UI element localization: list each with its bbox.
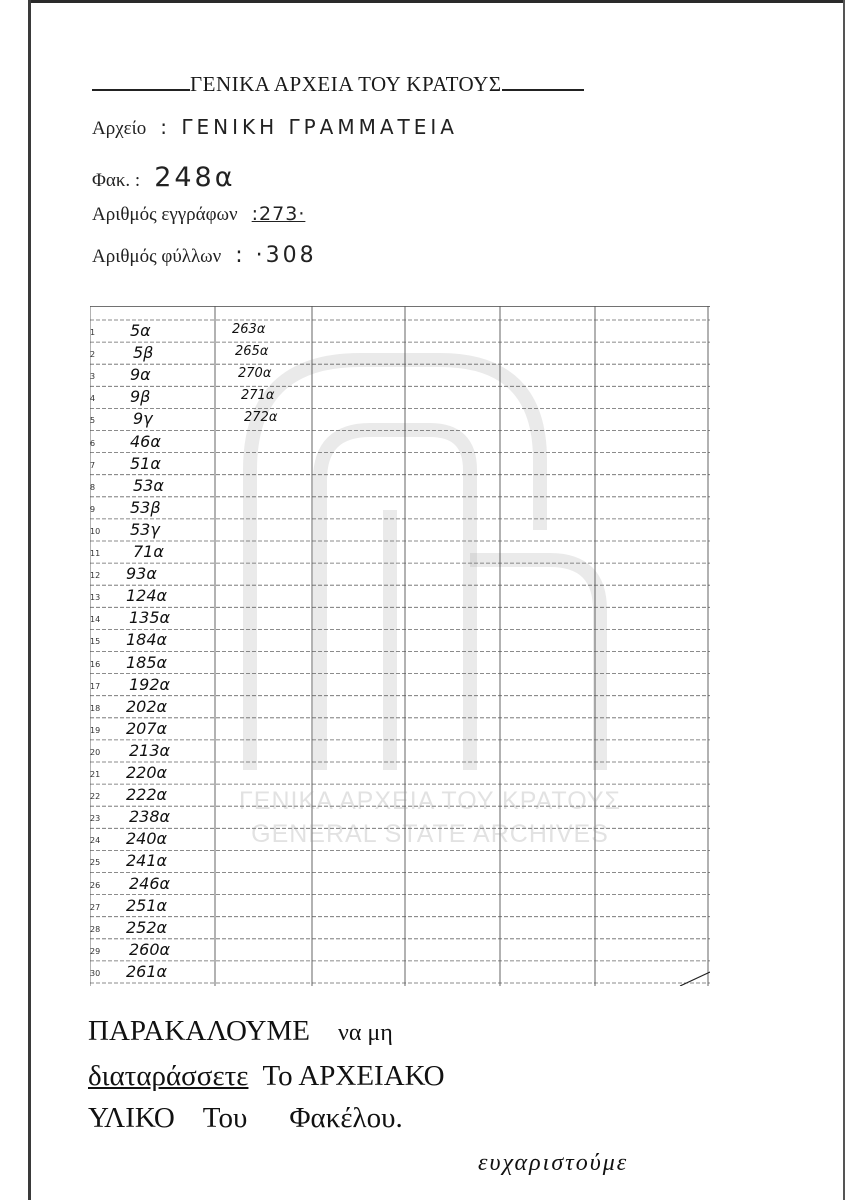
notice-text: Του — [202, 1102, 248, 1134]
ledger-entry: 265α — [235, 344, 269, 360]
ledger-entry: 213α — [129, 740, 171, 760]
row-number: 22 — [90, 792, 101, 802]
watermark-greek: ΓΕΝΙΚΑ ΑΡΧΕΙΑ ΤΟΥ ΚΡΑΤΟΥΣ — [239, 787, 621, 815]
row-number: 5 — [90, 416, 96, 426]
notice-text: να μη — [338, 1020, 393, 1046]
row-number: 23 — [90, 814, 101, 824]
row-number: 12 — [90, 571, 101, 581]
ledger-entry: 202α — [126, 696, 168, 716]
ledger-entry: 124α — [126, 586, 168, 606]
row-number: 11 — [90, 549, 101, 558]
notice-text: ΥΛΙΚΟ — [88, 1102, 175, 1134]
ledger-entry: 53β — [130, 497, 161, 517]
row-number: 2 — [90, 350, 96, 360]
ledger-table — [90, 306, 710, 986]
ledger-entry: 192α — [129, 674, 171, 694]
ledger-entry: 185α — [126, 652, 168, 672]
archive-field — [92, 115, 458, 140]
ledger-entry: 271α — [241, 388, 275, 404]
row-number: 7 — [90, 460, 96, 470]
notice-line-2 — [88, 1060, 445, 1093]
ledger-entry: 9γ — [133, 409, 153, 429]
row-number: 14 — [90, 615, 101, 625]
row-number: 15 — [90, 637, 101, 647]
row-number: 9 — [90, 504, 96, 514]
ledger-entry: 5β — [133, 343, 154, 363]
row-number: 10 — [90, 526, 101, 536]
ledger-entry: 240α — [126, 829, 168, 849]
thank-you-note: ευχαριστούμε — [478, 1150, 629, 1176]
documents-value: :273· — [251, 203, 306, 225]
archive-value: : ΓΕΝΙΚΗ ΓΡΑΜΜΑΤΕΙΑ — [160, 115, 458, 139]
row-number: 27 — [90, 902, 101, 912]
sheets-value: : ·308 — [235, 243, 317, 268]
row-number: 25 — [90, 858, 101, 868]
ledger-entry: 261α — [126, 961, 168, 981]
row-number: 17 — [90, 681, 101, 691]
row-number: 19 — [90, 725, 101, 735]
ledger-entry: 222α — [126, 785, 168, 805]
ledger-entry: 53γ — [130, 519, 160, 539]
documents-count-field — [92, 203, 305, 226]
row-number: 24 — [90, 836, 101, 846]
document-header — [92, 72, 717, 97]
archive-label: Αρχείο — [92, 118, 147, 139]
ledger-entry: 263α — [232, 322, 266, 337]
scan-border-top — [30, 0, 845, 3]
ledger-closing-stroke — [680, 972, 710, 986]
sheets-label: Αριθμός φύλλων — [92, 246, 222, 267]
row-number: 6 — [90, 438, 96, 448]
ledger-entry: 252α — [126, 917, 168, 937]
watermark-english: GENERAL STATE ARCHIVES — [251, 820, 609, 848]
ledger-entry: 51α — [130, 453, 161, 473]
notice-text: Το ΑΡΧΕΙΑΚΟ — [262, 1060, 445, 1092]
sheets-count-field — [92, 243, 317, 268]
ledger-entry: 9α — [130, 365, 151, 385]
ledger-entry: 220α — [126, 763, 168, 782]
row-number: 18 — [90, 703, 101, 713]
row-number: 28 — [90, 924, 101, 934]
row-number: 30 — [90, 968, 101, 978]
ledger-entry: 46α — [130, 431, 161, 451]
ledger-entry: 207α — [126, 718, 168, 738]
row-number: 1 — [90, 328, 96, 337]
folder-field — [92, 162, 236, 193]
ledger-entry: 5α — [130, 321, 151, 340]
row-number: 29 — [90, 946, 101, 956]
ledger-entry: 270α — [238, 366, 272, 382]
row-number: 13 — [90, 593, 101, 603]
notice-line-3 — [88, 1102, 403, 1135]
row-number: 26 — [90, 880, 101, 890]
scan-border-left — [28, 0, 31, 1200]
ledger-entry: 135α — [129, 608, 171, 628]
ledger-entry: 9β — [130, 387, 151, 407]
notice-line-1 — [88, 1015, 393, 1048]
ledger-entry: 241α — [126, 851, 168, 871]
row-number: 21 — [90, 770, 101, 779]
ledger-grid — [90, 306, 710, 986]
row-number: 3 — [90, 372, 96, 382]
row-number: 20 — [90, 747, 101, 757]
header-title: ΓΕΝΙΚΑ ΑΡΧΕΙΑ ΤΟΥ ΚΡΑΤΟΥΣ — [190, 72, 502, 96]
row-number: 4 — [90, 394, 96, 404]
ledger-entry: 184α — [126, 630, 168, 650]
notice-text: Φακέλου. — [289, 1102, 403, 1134]
row-number: 8 — [90, 482, 96, 492]
ledger-entry: 260α — [129, 939, 171, 959]
folder-label: Φακ. : — [92, 170, 141, 191]
ledger-entry: 53α — [133, 475, 164, 495]
ledger-entry: 272α — [244, 410, 278, 426]
ledger-entry: 71α — [133, 542, 164, 561]
ledger-entry: 246α — [129, 873, 171, 893]
ledger-entry: 93α — [126, 564, 157, 584]
ledger-entry: 251α — [126, 895, 168, 915]
ledger-entry: 238α — [129, 807, 171, 827]
documents-label: Αριθμός εγγράφων — [92, 204, 238, 225]
notice-text: ΠΑΡΑΚΑΛΟΥΜΕ — [88, 1015, 310, 1047]
row-number: 16 — [90, 659, 101, 669]
folder-value: 248α — [154, 162, 236, 193]
notice-text: διαταράσσετε — [88, 1060, 249, 1092]
